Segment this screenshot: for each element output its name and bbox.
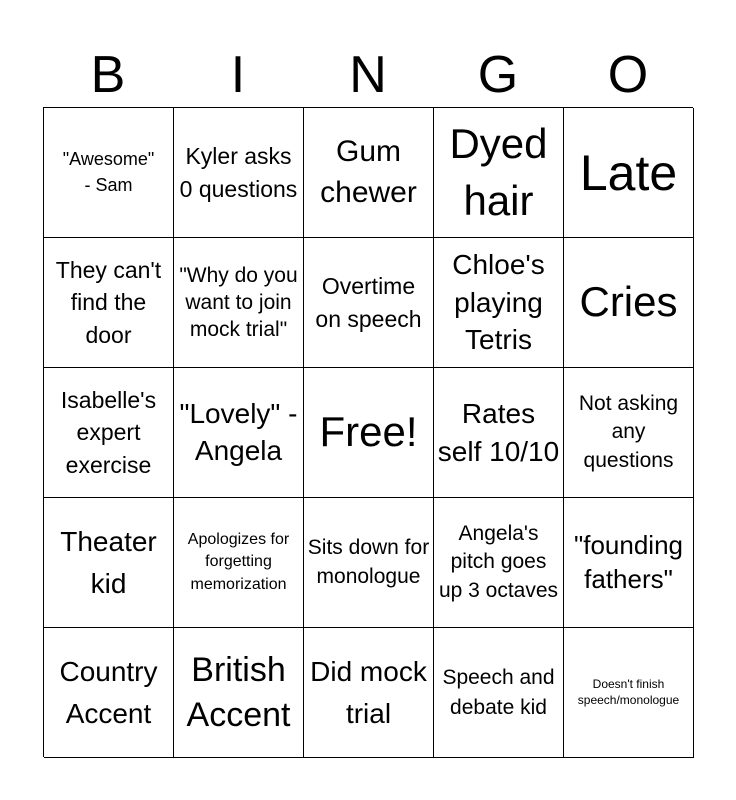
cell-text: Isabelle's expert exercise <box>60 387 157 478</box>
bingo-cell[interactable] <box>304 368 434 498</box>
bingo-cell[interactable] <box>174 498 304 628</box>
bingo-cell[interactable] <box>174 368 304 498</box>
cell-text: "Awesome" - Sam <box>62 149 155 195</box>
bingo-cell[interactable] <box>174 628 304 758</box>
cell-text: British Accent <box>186 651 291 734</box>
bingo-cell[interactable] <box>304 238 434 368</box>
cell-text: Rates self 10/10 <box>437 397 560 467</box>
bingo-cell[interactable] <box>564 628 694 758</box>
cell-text: Kyler asks 0 questions <box>179 143 298 202</box>
cell-text: Doesn't finish speech/monologue <box>577 676 680 707</box>
bingo-cell[interactable] <box>44 238 174 368</box>
cell-text: Chloe's playing Tetris <box>452 248 545 356</box>
bingo-cell[interactable] <box>434 238 564 368</box>
cell-text: "founding fathers" <box>574 529 683 594</box>
header-letter-o: O <box>607 46 649 104</box>
cell-text: They can't find the door <box>55 257 162 348</box>
cell-text: Late <box>579 144 678 201</box>
cell-text: "Why do you want to join mock trial" <box>179 263 298 342</box>
cell-text: "Lovely" - Angela <box>179 398 298 466</box>
bingo-board <box>43 107 693 757</box>
bingo-cell[interactable] <box>564 108 694 238</box>
bingo-cell[interactable] <box>434 498 564 628</box>
bingo-cell[interactable] <box>44 108 174 238</box>
cell-text: Country Accent <box>59 655 158 729</box>
bingo-cell[interactable] <box>434 368 564 498</box>
cell-text: Did mock trial <box>310 655 427 729</box>
bingo-cell[interactable] <box>44 368 174 498</box>
bingo-cell[interactable] <box>304 628 434 758</box>
header-letter-n: N <box>349 46 387 104</box>
cell-text: Dyed hair <box>449 119 548 224</box>
header-letter-b: B <box>90 46 126 104</box>
bingo-cell[interactable] <box>304 108 434 238</box>
header-letter-i: I <box>230 46 246 104</box>
bingo-cell[interactable] <box>44 498 174 628</box>
bingo-cell[interactable] <box>174 238 304 368</box>
cell-text: Theater kid <box>60 525 157 599</box>
cell-text: Not asking any questions <box>578 391 679 472</box>
bingo-cell[interactable] <box>564 498 694 628</box>
cell-text: Gum chewer <box>320 135 417 209</box>
bingo-cell[interactable] <box>174 108 304 238</box>
cell-text: Angela's pitch goes up 3 octaves <box>438 521 559 602</box>
bingo-cell[interactable] <box>434 628 564 758</box>
cell-text: Apologizes for forgetting memorization <box>187 530 290 593</box>
bingo-cell[interactable] <box>564 368 694 498</box>
cell-text: Speech and debate kid <box>442 666 555 719</box>
bingo-cell[interactable] <box>304 498 434 628</box>
bingo-header <box>43 44 693 106</box>
bingo-cell[interactable] <box>44 628 174 758</box>
cell-text: Cries <box>579 278 678 326</box>
header-letter-g: G <box>477 46 519 104</box>
cell-text: Overtime on speech <box>315 273 422 332</box>
bingo-cell[interactable] <box>564 238 694 368</box>
bingo-cell[interactable] <box>434 108 564 238</box>
cell-text: Sits down for monologue <box>307 536 430 588</box>
cell-text: Free! <box>319 408 418 456</box>
